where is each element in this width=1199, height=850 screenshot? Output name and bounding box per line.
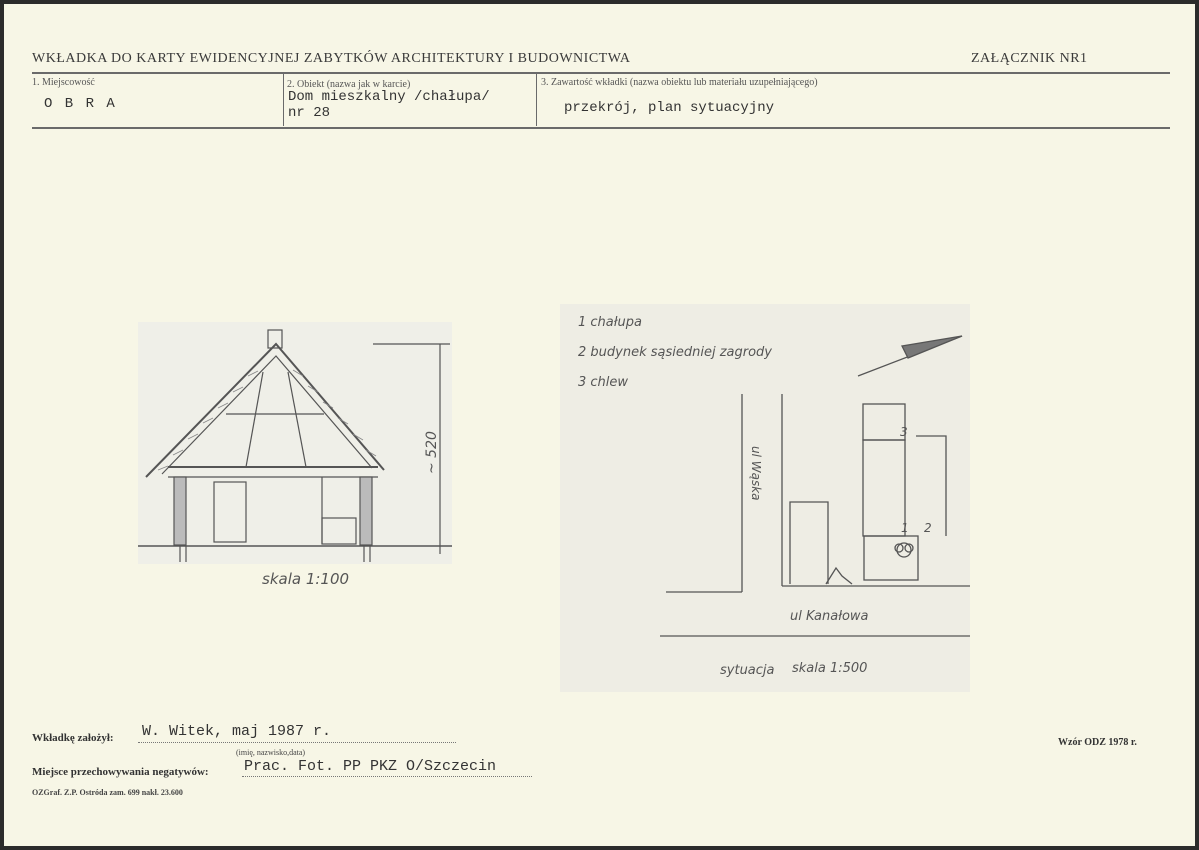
right-wall: [360, 477, 372, 545]
record-sheet: [4, 4, 1195, 846]
annex-label: ZAŁĄCZNIK NR1: [971, 51, 1088, 66]
door: [214, 482, 246, 542]
storage-value: Prac. Fot. PP PKZ O/Szczecin: [244, 758, 497, 775]
cross-section-svg: [138, 322, 452, 564]
marker-1: 1: [901, 521, 909, 535]
roof-outline: [146, 344, 384, 477]
founded-value: W. Witek, maj 1987 r.: [142, 723, 332, 740]
founded-label: Wkładkę założył:: [32, 732, 114, 744]
locality-value: O B R A: [44, 96, 117, 112]
field-divider: [536, 74, 537, 126]
site-plan-svg: [560, 304, 970, 692]
stove: [322, 518, 356, 544]
cross-section-drawing: [138, 322, 452, 564]
object-value-line1: Dom mieszkalny /chałupa/: [288, 89, 490, 105]
content-value: przekrój, plan sytuacyjny: [564, 100, 775, 116]
building-chlew-annex: [863, 404, 905, 440]
left-wall: [174, 477, 186, 545]
site-plan: [560, 304, 970, 692]
section-scale-label: skala 1:100: [262, 570, 350, 588]
street-label-vertical: ul Wąska: [749, 446, 763, 501]
tree-symbol: [897, 543, 911, 557]
object-label: 2. Obiekt (nazwa jak w karcie): [287, 79, 411, 90]
truss-member: [246, 372, 263, 467]
header-rule: [32, 72, 1170, 74]
locality-label: 1. Miejscowość: [32, 77, 95, 88]
object-value-line2: nr 28: [288, 105, 331, 121]
plan-caption-right: skala 1:500: [792, 661, 868, 676]
gate: [826, 568, 852, 584]
plan-caption-left: sytuacja: [720, 663, 775, 678]
storage-label: Miejsce przechowywania negatywów:: [32, 766, 209, 778]
marker-2: 2: [924, 521, 932, 535]
height-dimension-label: ~ 520: [424, 431, 440, 474]
content-label: 3. Zawartość wkładki (nazwa obiektu lub materiału uzupełniającego): [541, 77, 818, 88]
field-divider: [283, 74, 284, 126]
truss-member: [288, 372, 306, 467]
legend-item-3: 3 chlew: [578, 375, 629, 390]
roof-inner: [162, 356, 372, 474]
plot-outline: [790, 502, 828, 584]
north-arrow-head: [902, 336, 962, 358]
thatch-hatching: [158, 370, 376, 470]
legend-item-1: 1 chałupa: [578, 315, 642, 330]
printer-imprint: OZGraf. Z.P. Ostróda zam. 699 nakł. 23.600: [32, 788, 183, 797]
form-model: Wzór ODZ 1978 r.: [1058, 737, 1137, 748]
fields-rule: [32, 127, 1170, 129]
sheet-title: WKŁADKA DO KARTY EWIDENCYJNEJ ZABYTKÓW ARCHITEKTURY I BUDOWNICTWA: [32, 51, 631, 66]
building-chlew: [863, 440, 905, 536]
storage-dotted-line: [242, 776, 532, 777]
marker-3: 3: [900, 425, 908, 439]
street-label-horizontal: ul Kanałowa: [790, 609, 869, 624]
building-chalupa: [864, 536, 918, 580]
founded-dotted-line: [138, 742, 456, 743]
section-scale-svg: [244, 564, 364, 594]
legend-item-2: 2 budynek sąsiedniej zagrody: [578, 345, 772, 360]
founded-hint: (imię, nazwisko,data): [236, 748, 306, 757]
